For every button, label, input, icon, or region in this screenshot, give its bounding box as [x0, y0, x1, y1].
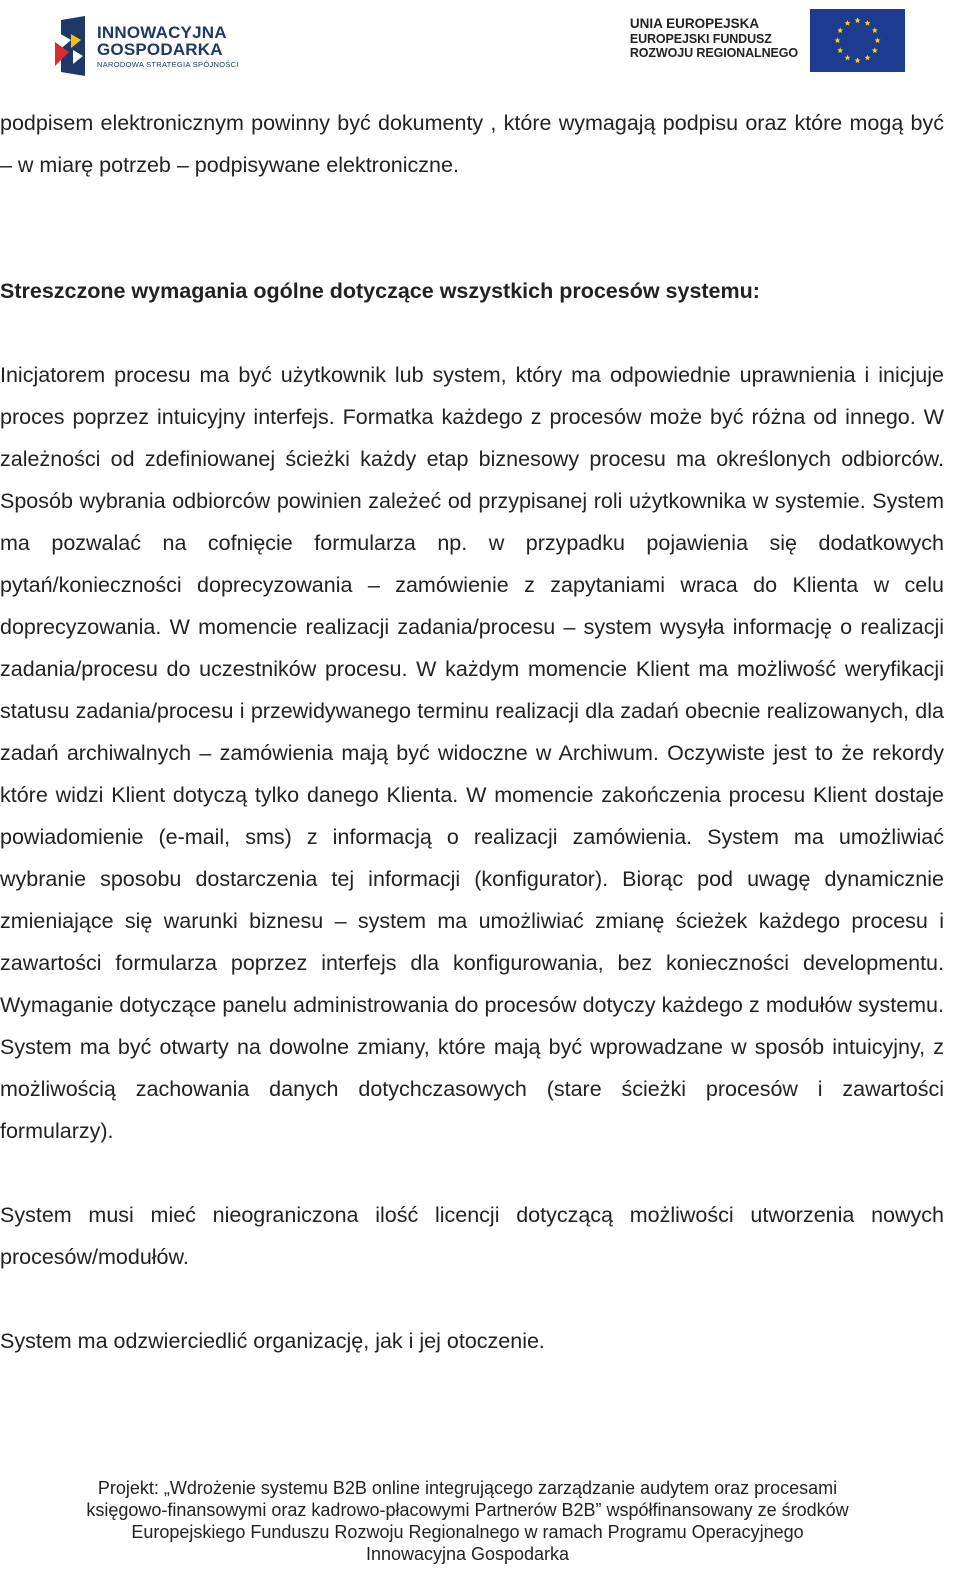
logo-eu-line1: UNIA EUROPEJSKA [629, 16, 760, 31]
page-footer [0, 1477, 935, 1565]
footer-line-1: Projekt: „Wdrożenie systemu B2B online integrującego zarządzanie audytem oraz procesami [97, 1478, 838, 1498]
innowacyjna-gospodarka-emblem-icon [55, 16, 91, 76]
logo-ig-line1: INNOWACYJNA [97, 22, 227, 42]
section-heading: Streszczone wymagania ogólne dotyczące wszystkich procesów systemu: [0, 279, 760, 303]
logo-ig-line3: NARODOWA STRATEGIA SPÓJNOŚCI [97, 59, 239, 69]
logo-eu-line2: EUROPEJSKI FUNDUSZ [629, 31, 772, 46]
footer-line-3: Europejskiego Funduszu Rozwoju Regionalnego w ramach Programu Operacyjnego [131, 1522, 804, 1542]
logo-eu-line3: ROZWOJU REGIONALNEGO [629, 45, 798, 60]
main-paragraph: Inicjatorem procesu ma być użytkownik lub system, który ma odpowiednie uprawnienia i inicjuje proces poprzez intuicyjny interfejs. Formatka każdego z procesów może być różna od innego. W zależności od zdefiniowanej ścieżki każdy etap biznesowy procesu ma określonych odbiorców. Sposób wybrania odbiorców powinien zależeć od przypisanej roli użytkownika w systemie. System ma pozwalać na cofnięcie formularza np. w przypadku pojawienia się dodatkowych pytań/konieczności doprecyzowania – zamówienie z zapytaniami wraca do Klienta w celu doprecyzowania. W momencie realizacji zadania/procesu – system wysyła informację o realizacji zadania/procesu do uczestników procesu. W każdym momencie Klient ma możliwość weryfikacji statusu zadania/procesu i przewidywanego terminu realizacji dla zadań obecnie realizowanych, dla zadań archiwalnych – zamówienia mają być widoczne w Archiwum. Oczywiste jest to że rekordy które widzi Klient dotyczą tylko danego Klienta. W momencie zakończenia procesu Klient dostaje powiadomienie (e-mail, sms) z informacją o realizacji zamówienia. System ma umożliwiać wybranie sposobu dostarczenia tej informacji (konfigurator). Biorąc pod uwagę dynamicznie zmieniające się warunki biznesu – system ma umożliwiać zmianę ścieżek każdego procesu i zawartości formularza poprzez interfejs dla konfigurowania, bez konieczności developmentu. Wymaganie dotyczące panelu administrowania do procesów dotyczy każdego z modułów systemu. System ma być otwarty na dowolne zmiany, które mają być wprowadzane w sposób intuicyjny, z możliwością zachowania danych dotychczasowych (stare ścieżki procesów i zawartości formularzy). [0, 363, 944, 1143]
page-header [0, 0, 960, 95]
eu-fund-logo [630, 9, 905, 72]
intro-paragraph: podpisem elektronicznym powinny być dokumenty , które wymagają podpisu oraz które mogą być – w miarę potrzeb – podpisywane elektroniczne. [0, 111, 944, 177]
document-body [0, 102, 944, 1362]
footer-line-4: Innowacyjna Gospodarka [365, 1544, 570, 1564]
innowacyjna-gospodarka-logo [55, 16, 239, 76]
licenses-paragraph: System musi mieć nieograniczona ilość licencji dotyczącą możliwości utworzenia nowych procesów/modułów. [0, 1203, 944, 1269]
footer-line-2: księgowo-finansowymi oraz kadrowo-płacowymi Partnerów B2B” współfinansowany ze środków [86, 1500, 849, 1520]
eu-flag-icon [810, 9, 905, 72]
organization-paragraph: System ma odzwierciedlić organizację, jak i jej otoczenie. [0, 1329, 545, 1353]
logo-ig-line2: GOSPODARKA [97, 39, 223, 59]
